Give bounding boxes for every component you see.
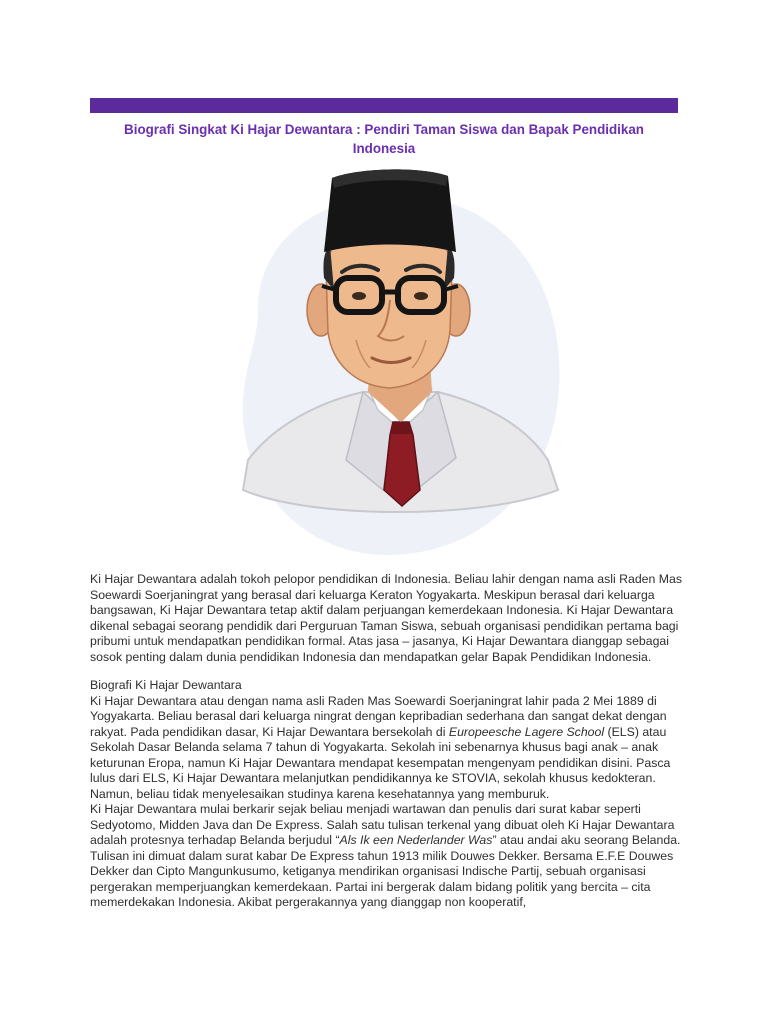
para1-text-a: Ki Hajar Dewantara atau dengan nama asli Raden Mas Soewardi Soerjaningrat lahir pada 2 Mei 1889 di Yogyakarta. Beliau berasal dari keluarga ningrat dengan kepribadian sederhana dan sangat dekat dengan rakyat. Pada pendidikan dasar, Ki Hajar Dewantara bersekolah di: [90, 693, 667, 739]
paragraph-gap: [90, 665, 690, 678]
intro-paragraph: Ki Hajar Dewantara adalah tokoh pelopor pendidikan di Indonesia. Beliau lahir dengan nama asli Raden Mas Soewardi Soerjaningrat yang berasal dari keluarga Keraton Yogyakarta. Meskipun berasal dari keluarga bangsawan, Ki Hajar Dewantara tetap aktif dalam perjuangan kemerdekaan Indonesia. Ki Hajar Dewantara dikenal sebagai seorang pendidik dari Perguruan Taman Siswa, sebuah organisasi pendidikan pertama bagi pribumi untuk mendapatkan pendidikan formal. Atas jasa – jasanya, Ki Hajar Dewantara dianggap sebagai sosok penting dalam dunia pendidikan Indonesia dan mendapatkan gelar Bapak Pendidikan Indonesia.: [90, 572, 682, 664]
para2-text-b: ” atau andai aku seorang Belanda. Tulisan ini dimuat dalam surat kabar De Express tahun 1913 milik Douwes Dekker. Bersama E.F.E Douwes Dekker dan Cipto Mangunkusumo, ketiganya mendirikan organisasi Indische Partij, sebuah organisasi pergerakan memperjuangkan kemerdekaan. Partai ini bergerak dalam bidang politik yang bercita – cita memerdekakan Indonesia. Akibat pergerakannya yang dianggap non kooperatif,: [90, 833, 681, 909]
biography-paragraph-2: [90, 802, 690, 911]
para2-text-a: Ki Hajar Dewantara mulai berkarir sejak beliau menjadi wartawan dan penulis dari surat kabar seperti Sedyotomo, Midden Java dan De Express. Salah satu tulisan terkenal yang dibuat oleh Ki Hajar Dewantara adalah protesnya terhadap Belanda berjudul “: [90, 802, 675, 847]
article-body: [90, 572, 690, 911]
portrait-illustration: [218, 160, 578, 560]
section-heading: Biografi Ki Hajar Dewantara: [90, 678, 242, 692]
para2-italic-title: Als Ik een Nederlander Was: [339, 833, 493, 847]
para1-text-b: (ELS) atau Sekolah Dasar Belanda selama 7 tahun di Yogyakarta. Sekolah ini sebenarnya khusus bagi anak – anak keturunan Eropa, namun Ki Hajar Dewantara mendapat kesempatan mengenyam pendidikan disini. Pasca lulus dari ELS, Ki Hajar Dewantara melanjutkan pendidikannya ke STOVIA, sekolah khusus kedokteran. Namun, beliau tidak menyelesaikan studinya karena kesehatannya yang memburuk.: [90, 724, 671, 801]
biography-paragraph-1: [90, 694, 690, 803]
header-accent-bar: [90, 98, 678, 113]
para1-italic-school: Europeesche Lagere School: [448, 724, 605, 739]
document-title: Biografi Singkat Ki Hajar Dewantara : Pendiri Taman Siswa dan Bapak Pendidikan Indonesia: [124, 122, 644, 156]
